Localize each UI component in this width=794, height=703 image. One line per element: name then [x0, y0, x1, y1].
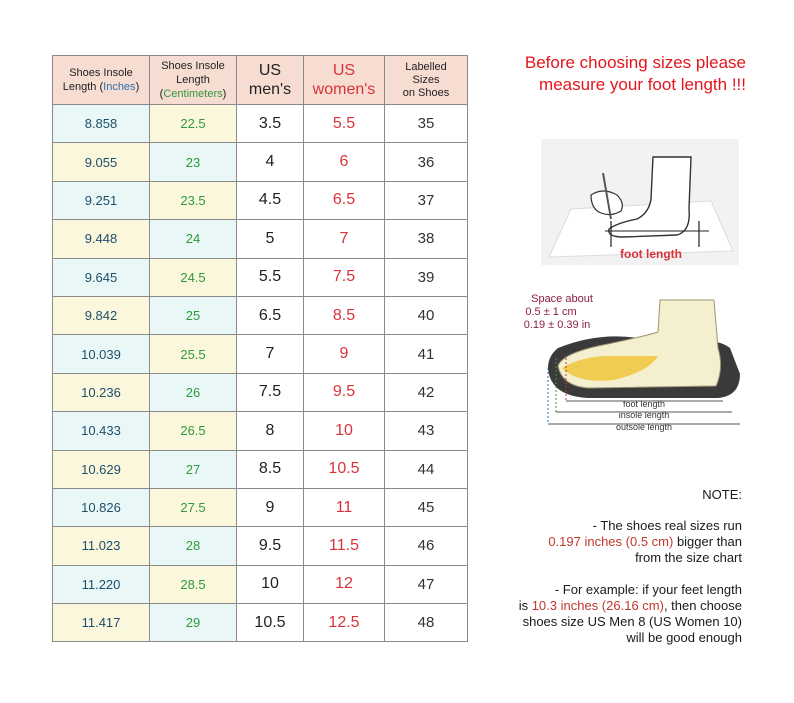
cell-us-women: 12: [304, 565, 385, 603]
cell-insole-cm: 27.5: [150, 488, 237, 526]
header-cm-unit: Centimeters: [163, 88, 223, 100]
cell-insole-cm: 25.5: [150, 335, 237, 373]
note-p2-suffix: , then choose: [663, 598, 742, 613]
cell-insole-cm: 23.5: [150, 181, 237, 219]
header-labelled-line2: Sizes: [412, 73, 440, 86]
space-label-line2: 0.5 ± 1 cm: [525, 306, 577, 318]
cell-insole-cm: 26.5: [150, 412, 237, 450]
headline-line1: Before choosing sizes please: [524, 53, 746, 72]
header-us-men: [237, 56, 304, 105]
header-inches-unit: Inches: [103, 81, 136, 93]
space-label-line1: Space about: [531, 293, 593, 305]
note-p2-line1: - For example: if your feet length: [554, 582, 742, 597]
cell-us-men: 6.5: [237, 296, 304, 334]
cell-us-men: 7: [237, 335, 304, 373]
note-p1-line2: bigger than: [673, 534, 742, 549]
cell-us-men: 3.5: [237, 105, 304, 143]
cell-insole-inches: 10.629: [53, 450, 150, 488]
cell-insole-inches: 9.645: [53, 258, 150, 296]
cell-us-women: 9: [304, 335, 385, 373]
header-insole-inches-line1: Shoes Insole: [69, 67, 133, 79]
header-insole-cm-prefix: (: [159, 88, 164, 100]
note-p1-highlight: 0.197 inches (0.5 cm): [548, 534, 674, 549]
foot-length-caption: foot length: [622, 399, 666, 409]
note-p1-line3: from the size chart: [635, 550, 742, 565]
table-row: [53, 105, 468, 143]
cell-insole-inches: 11.220: [53, 565, 150, 603]
note-p2-highlight: 10.3 inches (26.16 cm): [531, 598, 664, 613]
header-insole-cm-suffix: ): [222, 88, 227, 100]
note-p1-line1: - The shoes real sizes run: [592, 518, 742, 533]
table-header-row: [53, 56, 468, 105]
cell-insole-inches: 10.826: [53, 488, 150, 526]
header-us-men-line1: US: [258, 62, 282, 79]
cell-labelled-size: 38: [385, 220, 468, 258]
cell-insole-inches: 11.417: [53, 604, 150, 642]
table-row: [53, 373, 468, 411]
header-us-women-line1: US: [332, 62, 356, 79]
note-size-run: [470, 518, 742, 566]
cell-insole-inches: 9.251: [53, 181, 150, 219]
cell-labelled-size: 41: [385, 335, 468, 373]
cell-insole-inches: 9.055: [53, 143, 150, 181]
table-row: [53, 258, 468, 296]
header-us-women-line2: women's: [312, 81, 376, 98]
table-row: [53, 335, 468, 373]
cell-insole-inches: 11.023: [53, 527, 150, 565]
cell-labelled-size: 46: [385, 527, 468, 565]
cell-us-women: 7.5: [304, 258, 385, 296]
shoe-space-diagram: [518, 288, 768, 438]
note-p2-line3: shoes size US Men 8 (US Women 10): [522, 614, 742, 629]
header-insole-cm-line2: Length: [176, 74, 210, 86]
header-insole-cm: [150, 56, 237, 105]
cell-us-men: 5.5: [237, 258, 304, 296]
header-labelled-sizes: [385, 56, 468, 105]
cell-us-men: 10: [237, 565, 304, 603]
cell-us-women: 6: [304, 143, 385, 181]
cell-us-women: 9.5: [304, 373, 385, 411]
cell-labelled-size: 37: [385, 181, 468, 219]
header-insole-inches: [53, 56, 150, 105]
cell-us-women: 10: [304, 412, 385, 450]
cell-insole-cm: 26: [150, 373, 237, 411]
table-row: [53, 181, 468, 219]
cell-us-women: 5.5: [304, 105, 385, 143]
cell-insole-cm: 27: [150, 450, 237, 488]
cell-insole-cm: 24: [150, 220, 237, 258]
cell-insole-inches: 10.433: [53, 412, 150, 450]
headline-line2: measure your foot length !!!: [539, 75, 746, 94]
table-row: [53, 604, 468, 642]
note-example: [470, 582, 742, 646]
cell-us-women: 7: [304, 220, 385, 258]
cell-insole-inches: 9.842: [53, 296, 150, 334]
cell-us-women: 11: [304, 488, 385, 526]
size-chart-table: [52, 55, 468, 642]
cell-us-men: 4.5: [237, 181, 304, 219]
cell-labelled-size: 42: [385, 373, 468, 411]
cell-labelled-size: 45: [385, 488, 468, 526]
table-row: [53, 565, 468, 603]
cell-labelled-size: 40: [385, 296, 468, 334]
cell-us-men: 8: [237, 412, 304, 450]
cell-us-women: 11.5: [304, 527, 385, 565]
table-row: [53, 488, 468, 526]
note-p2-line4: will be good enough: [626, 630, 742, 645]
note-title: NOTE:: [702, 487, 742, 502]
cell-insole-inches: 9.448: [53, 220, 150, 258]
cell-insole-cm: 25: [150, 296, 237, 334]
cell-us-men: 5: [237, 220, 304, 258]
table-row: [53, 450, 468, 488]
cell-insole-cm: 28: [150, 527, 237, 565]
cell-us-men: 9: [237, 488, 304, 526]
cell-us-women: 8.5: [304, 296, 385, 334]
measure-warning-headline: [490, 52, 746, 96]
cell-us-men: 8.5: [237, 450, 304, 488]
outsole-length-caption: outsole length: [615, 422, 673, 432]
cell-labelled-size: 35: [385, 105, 468, 143]
cell-us-men: 7.5: [237, 373, 304, 411]
cell-insole-cm: 22.5: [150, 105, 237, 143]
header-labelled-line3: on Shoes: [402, 86, 450, 99]
cell-labelled-size: 39: [385, 258, 468, 296]
cell-insole-cm: 29: [150, 604, 237, 642]
header-labelled-line1: Labelled: [405, 60, 447, 73]
cell-insole-cm: 28.5: [150, 565, 237, 603]
table-row: [53, 143, 468, 181]
table-row: [53, 527, 468, 565]
cell-us-women: 10.5: [304, 450, 385, 488]
header-insole-cm-line1: Shoes Insole: [161, 60, 225, 72]
space-label-line3: 0.19 ± 0.39 in: [523, 319, 591, 331]
cell-labelled-size: 36: [385, 143, 468, 181]
cell-us-women: 6.5: [304, 181, 385, 219]
cell-insole-cm: 23: [150, 143, 237, 181]
cell-labelled-size: 48: [385, 604, 468, 642]
cell-labelled-size: 44: [385, 450, 468, 488]
table-body: [53, 105, 468, 642]
cell-us-men: 10.5: [237, 604, 304, 642]
foot-length-label: foot length: [620, 247, 682, 261]
cell-us-men: 9.5: [237, 527, 304, 565]
cell-insole-inches: 10.039: [53, 335, 150, 373]
cell-us-men: 4: [237, 143, 304, 181]
cell-insole-cm: 24.5: [150, 258, 237, 296]
cell-labelled-size: 43: [385, 412, 468, 450]
cell-labelled-size: 47: [385, 565, 468, 603]
cell-insole-inches: 10.236: [53, 373, 150, 411]
header-us-men-line2: men's: [248, 81, 292, 98]
header-insole-inches-prefix: Length (: [62, 81, 104, 93]
header-insole-inches-suffix: ): [135, 81, 140, 93]
table-row: [53, 412, 468, 450]
cell-us-women: 12.5: [304, 604, 385, 642]
table-row: [53, 220, 468, 258]
foot-measure-illustration: [541, 139, 739, 265]
cell-insole-inches: 8.858: [53, 105, 150, 143]
insole-length-caption: insole length: [618, 410, 670, 420]
header-us-women: [304, 56, 385, 105]
note-p2-prefix: is: [518, 598, 532, 613]
table-row: [53, 296, 468, 334]
